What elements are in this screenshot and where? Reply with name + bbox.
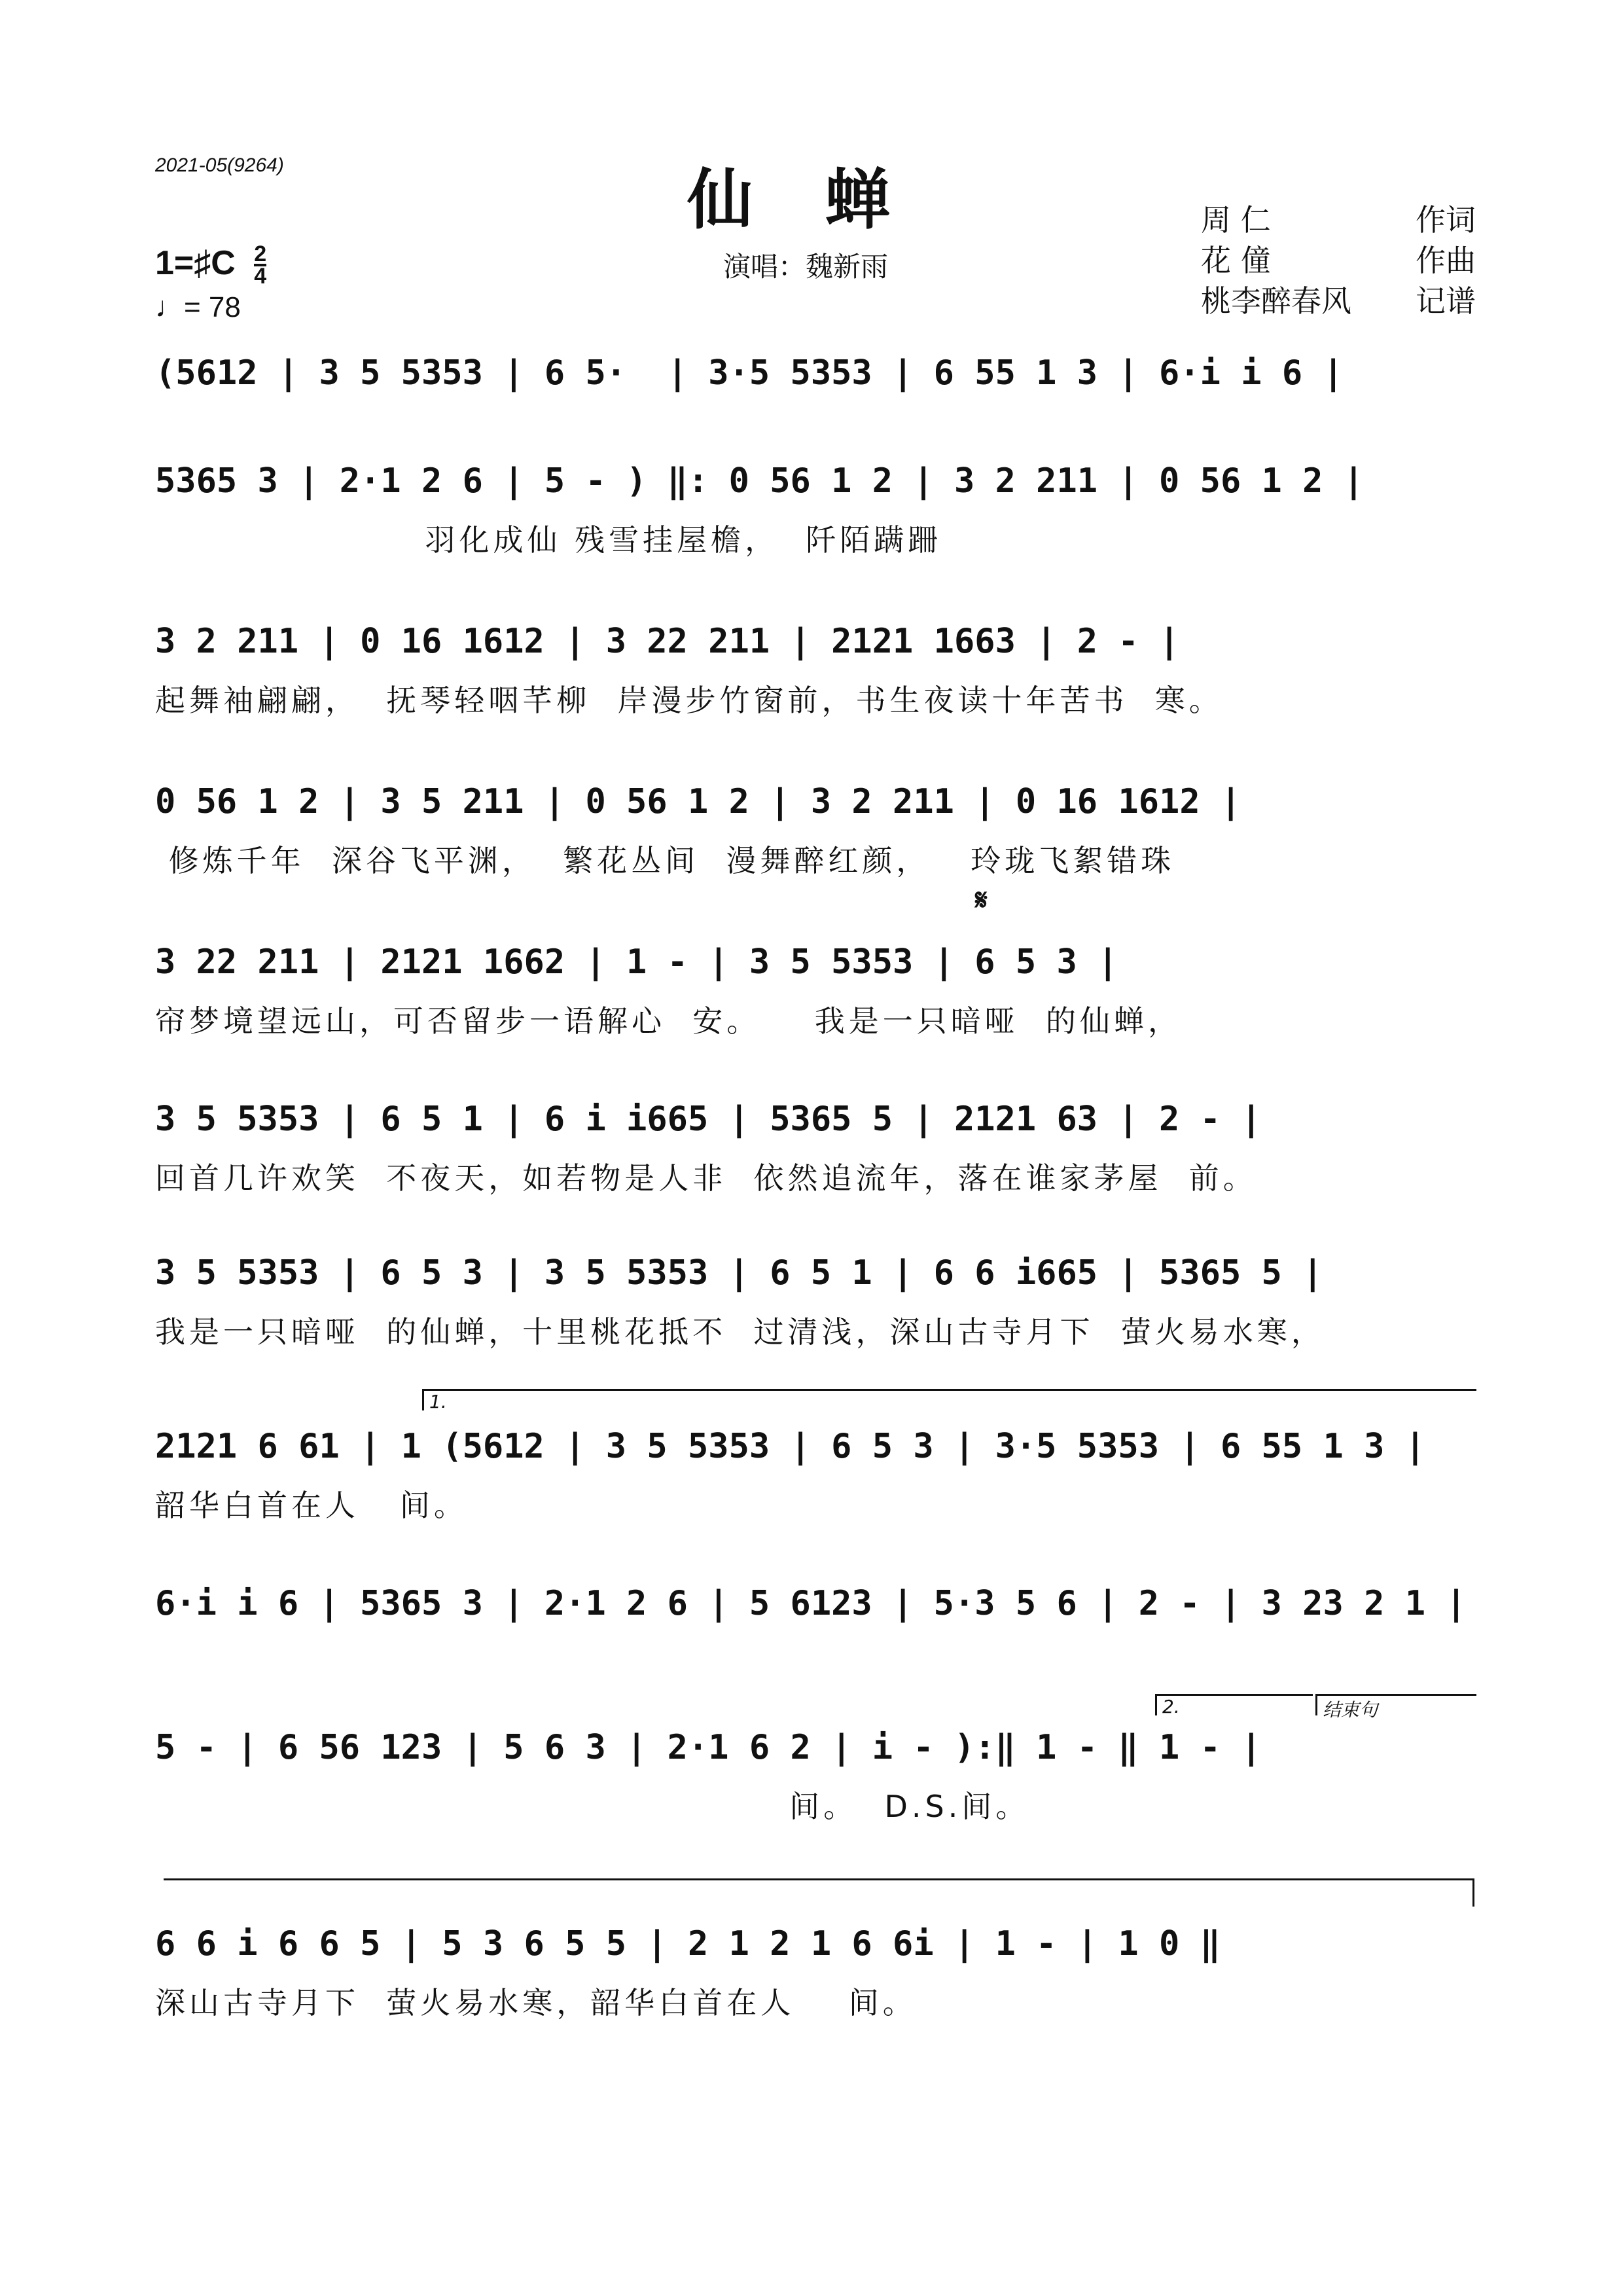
time-signature: $\frac{2}{4}$ [254, 242, 267, 289]
credits-block [1201, 200, 1476, 321]
lyric-line: 帘梦境望远山，可否留步一语解心 安。 我是一只暗哑 的仙蝉， [155, 1003, 1182, 1039]
lyric-line: 深山古寺月下 萤火易水寒，韶华白首在人 间。 [155, 1985, 917, 2020]
lyric-line: 修炼千年 深谷飞平渊， 繁花丛间 漫舞醉红颜， 玲珑飞絮错珠 [155, 843, 1175, 878]
lyricist-credit: 周 仁 作词 [1201, 202, 1476, 238]
score-system [155, 1427, 1471, 1525]
lyric-line: 回首几许欢笑 不夜天，如若物是人非 依然追流年，落在谁家茅屋 前。 [155, 1160, 1257, 1196]
lyric-line: 间。 D.S.间。 [155, 1789, 1030, 1824]
lyric-line: 韶华白首在人 间。 [155, 1488, 468, 1523]
notation-line: 3 22 211 | 2121 1662 | 1 - | 3 5 5353 | 6 5 3 | [155, 942, 1118, 982]
tempo-marking: ♩= 78 [155, 291, 241, 323]
composer-credit: 花 僮 作曲 [1201, 243, 1476, 278]
score-system [155, 1584, 1471, 1682]
notation-line: 5365 3 | 2·1 2 6 | 5 - ) ‖: 0 56 1 2 | 3 2 211 | 0 56 1 2 | [155, 461, 1364, 501]
notation-line: (5612 | 3 5 5353 | 6 5· | 3·5 5353 | 6 55 1 3 | 6·i i 6 | [155, 353, 1344, 393]
singer-credit: 演唱：魏新雨 [723, 251, 889, 283]
segno-sign: 𝄋 [975, 884, 988, 917]
lyric-line: 起舞袖翩翩， 抚琴轻咽芊柳 岸漫步竹窗前，书生夜读十年苦书 寒。 [155, 683, 1223, 718]
notation-line: 6 6 i 6 6 5 | 5 3 6 5 5 | 2 1 2 1 6 6i | 1 - | 1 0 ‖ [155, 1924, 1221, 1964]
notation-line: 5 - | 6 56 123 | 5 6 3 | 2·1 6 2 | i - ):‖ 1 - ‖ 1 - | [155, 1728, 1262, 1767]
score-system [155, 353, 1471, 452]
key-signature: 1=♯C $\frac{2}{4}$ [155, 242, 267, 289]
score-system [155, 782, 1471, 880]
page-title: 仙蝉 [687, 162, 962, 238]
score-system [155, 1253, 1471, 1352]
score-code: 2021-05(9264) [155, 154, 284, 176]
lyric-line: 我是一只暗哑 的仙蝉，十里桃花抵不 过清浅，深山古寺月下 萤火易水寒， [155, 1314, 1325, 1350]
score-system [155, 1100, 1471, 1198]
score-system [155, 1728, 1471, 1826]
score-system [155, 942, 1471, 1041]
ending-system-bracket [164, 1878, 1474, 1907]
ending-bracket: 结束句 [1315, 1694, 1476, 1715]
transcriber-credit: 桃李醉春风 记谱 [1201, 283, 1476, 319]
lyric-line: 羽化成仙 残雪挂屋檐， 阡陌蹒跚 [155, 522, 942, 558]
notation-line: 6·i i 6 | 5365 3 | 2·1 2 6 | 5 6123 | 5·3 5 6 | 2 - | 3 23 2 1 | [155, 1584, 1467, 1623]
score-system [155, 622, 1471, 720]
notation-line: 3 2 211 | 0 16 1612 | 3 22 211 | 2121 1663 | 2 - | [155, 622, 1180, 661]
score-system [155, 1924, 1471, 2022]
volta-2-bracket: 2. [1155, 1694, 1313, 1715]
notation-line: 0 56 1 2 | 3 5 211 | 0 56 1 2 | 3 2 211 | 0 16 1612 | [155, 782, 1241, 821]
score-system [155, 461, 1471, 560]
notation-line: 2121 6 61 | 1 (5612 | 3 5 5353 | 6 5 3 | 3·5 5353 | 6 55 1 3 | [155, 1427, 1426, 1466]
volta-1-bracket: 1. [422, 1389, 1476, 1410]
notation-line: 3 5 5353 | 6 5 1 | 6 i i665 | 5365 5 | 2121 63 | 2 - | [155, 1100, 1262, 1139]
notation-line: 3 5 5353 | 6 5 3 | 3 5 5353 | 6 5 1 | 6 6 i665 | 5365 5 | [155, 1253, 1323, 1293]
